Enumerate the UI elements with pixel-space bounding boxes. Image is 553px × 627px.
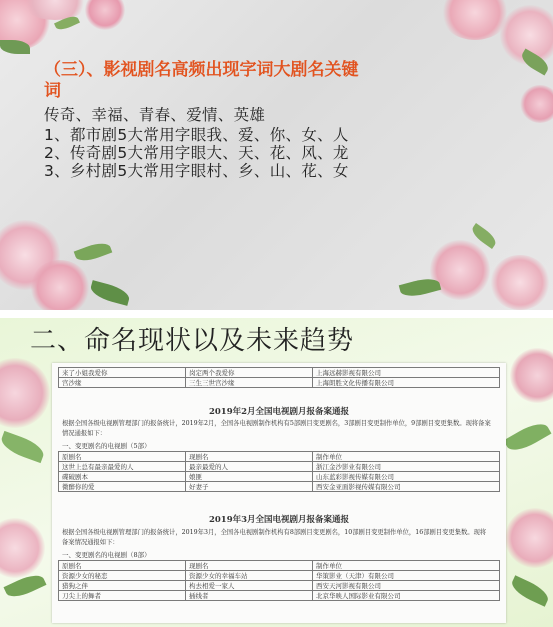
report-paragraph: 根据全国各级电视剧管理部门的报备统计，2019年3月，全国各电视剧制作机构有8部剧目变更剧名，10部剧目变更制作单位，16部剧目变更集数。现将备案情况通报如下： xyxy=(62,529,487,546)
document-scan xyxy=(52,363,506,623)
table-cell: 上海朗胜文化传播有限公司 xyxy=(313,378,500,388)
table-cell: 构去相爱一家人 xyxy=(186,581,313,591)
table-cell: 插线者 xyxy=(186,591,313,601)
list-item: 3、乡村剧5大常用字眼村、乡、山、花、女 xyxy=(44,162,349,180)
report-section: 一、变更剧名的电视剧（8部） xyxy=(62,551,151,559)
table-header-row xyxy=(59,452,500,462)
top-table xyxy=(58,367,500,388)
table-row xyxy=(59,368,500,378)
list-item: 2、传奇剧5大常用字眼大、天、花、风、龙 xyxy=(44,144,349,162)
table-header-cell: 现剧名 xyxy=(186,561,313,571)
table-row xyxy=(59,581,500,591)
table-row xyxy=(59,591,500,601)
report-title: 2019年3月全国电视剧月报备案通报 xyxy=(208,515,350,525)
leaf-decoration xyxy=(0,40,30,54)
table-cell: 来了小姐我爱你 xyxy=(59,368,186,378)
slide-separator xyxy=(0,310,553,318)
table-cell: 宫沙缘 xyxy=(59,378,186,388)
table-cell: 娘匪 xyxy=(186,472,313,482)
flower-decoration xyxy=(505,508,553,568)
slide-keywords xyxy=(0,0,553,310)
table-row xyxy=(59,482,500,492)
flower-decoration xyxy=(430,240,490,300)
table-cell: 资源少女的幸福车站 xyxy=(186,571,313,581)
flower-decoration xyxy=(510,348,553,403)
report-title: 2019年2月全国电视剧月报备案通报 xyxy=(208,407,350,417)
table-cell: 西安天河影视有限公司 xyxy=(313,581,500,591)
flower-decoration xyxy=(520,85,553,123)
table-row xyxy=(59,472,500,482)
table-cell: 岗定两个我爱你 xyxy=(186,368,313,378)
table-cell: 浙江金沙影业有限公司 xyxy=(313,462,500,472)
table-cell: 这世上总有最亲最爱的人 xyxy=(59,462,186,472)
table-cell: 最亲最爱的人 xyxy=(186,462,313,472)
table-cell: 北京华映人国际影业有限公司 xyxy=(313,591,500,601)
table-cell: 华策影业（天津）有限公司 xyxy=(313,571,500,581)
flower-decoration xyxy=(490,255,550,310)
report-section: 一、变更剧名的电视剧（5部） xyxy=(62,442,151,450)
leaf-decoration xyxy=(74,239,113,264)
table-row xyxy=(59,462,500,472)
table-header-cell: 原剧名 xyxy=(59,561,186,571)
report-paragraph: 根据全国各级电视剧管理部门的报备统计，2019年2月，全国各电视剧制作机构有5部剧目变更剧名，3部剧目变更制作单位，9部剧目变更集数。现将备案情况通报如下： xyxy=(62,420,491,437)
table-cell: 西安金亚面影视传媒有限公司 xyxy=(313,482,500,492)
section-title: （三）、影视剧名高频出现字词大剧名关键词 xyxy=(44,60,359,101)
table-cell: 上海远赫影视有限公司 xyxy=(313,368,500,378)
table-cell: 三生三世宫沙缘 xyxy=(186,378,313,388)
leaf-decoration xyxy=(504,418,552,456)
leaf-decoration xyxy=(508,575,551,606)
table-cell: 刀尖上的舞者 xyxy=(59,591,186,601)
report-table xyxy=(58,451,500,492)
flower-decoration xyxy=(30,260,90,310)
table-cell: 资源少女的秘恋 xyxy=(59,571,186,581)
list-item: 1、都市剧5大常用字眼我、爱、你、女、人 xyxy=(44,126,349,144)
keywords-line: 传奇、幸福、青春、爱情、英雄 xyxy=(44,106,266,124)
table-header-cell: 制作单位 xyxy=(313,561,500,571)
table-cell: 山东蓝彩影视传媒有限公司 xyxy=(313,472,500,482)
table-row xyxy=(59,378,500,388)
slide-naming-trends xyxy=(0,318,553,627)
table-header-cell: 制作单位 xyxy=(313,452,500,462)
flower-decoration xyxy=(0,518,45,578)
flower-decoration xyxy=(0,358,50,428)
table-header-cell: 现剧名 xyxy=(186,452,313,462)
table-cell: 碟破剧本 xyxy=(59,472,186,482)
table-cell: 微醉你的爱 xyxy=(59,482,186,492)
report-table xyxy=(58,560,500,601)
leaf-decoration xyxy=(89,280,132,306)
table-header-cell: 原剧名 xyxy=(59,452,186,462)
table-header-row xyxy=(59,561,500,571)
table-cell: 猎狗之伴 xyxy=(59,581,186,591)
table-cell: 好妻子 xyxy=(186,482,313,492)
flower-decoration xyxy=(85,0,125,30)
leaf-decoration xyxy=(0,431,47,463)
slide-heading: 二、命名现状以及未来趋势 xyxy=(30,326,355,356)
table-row xyxy=(59,571,500,581)
